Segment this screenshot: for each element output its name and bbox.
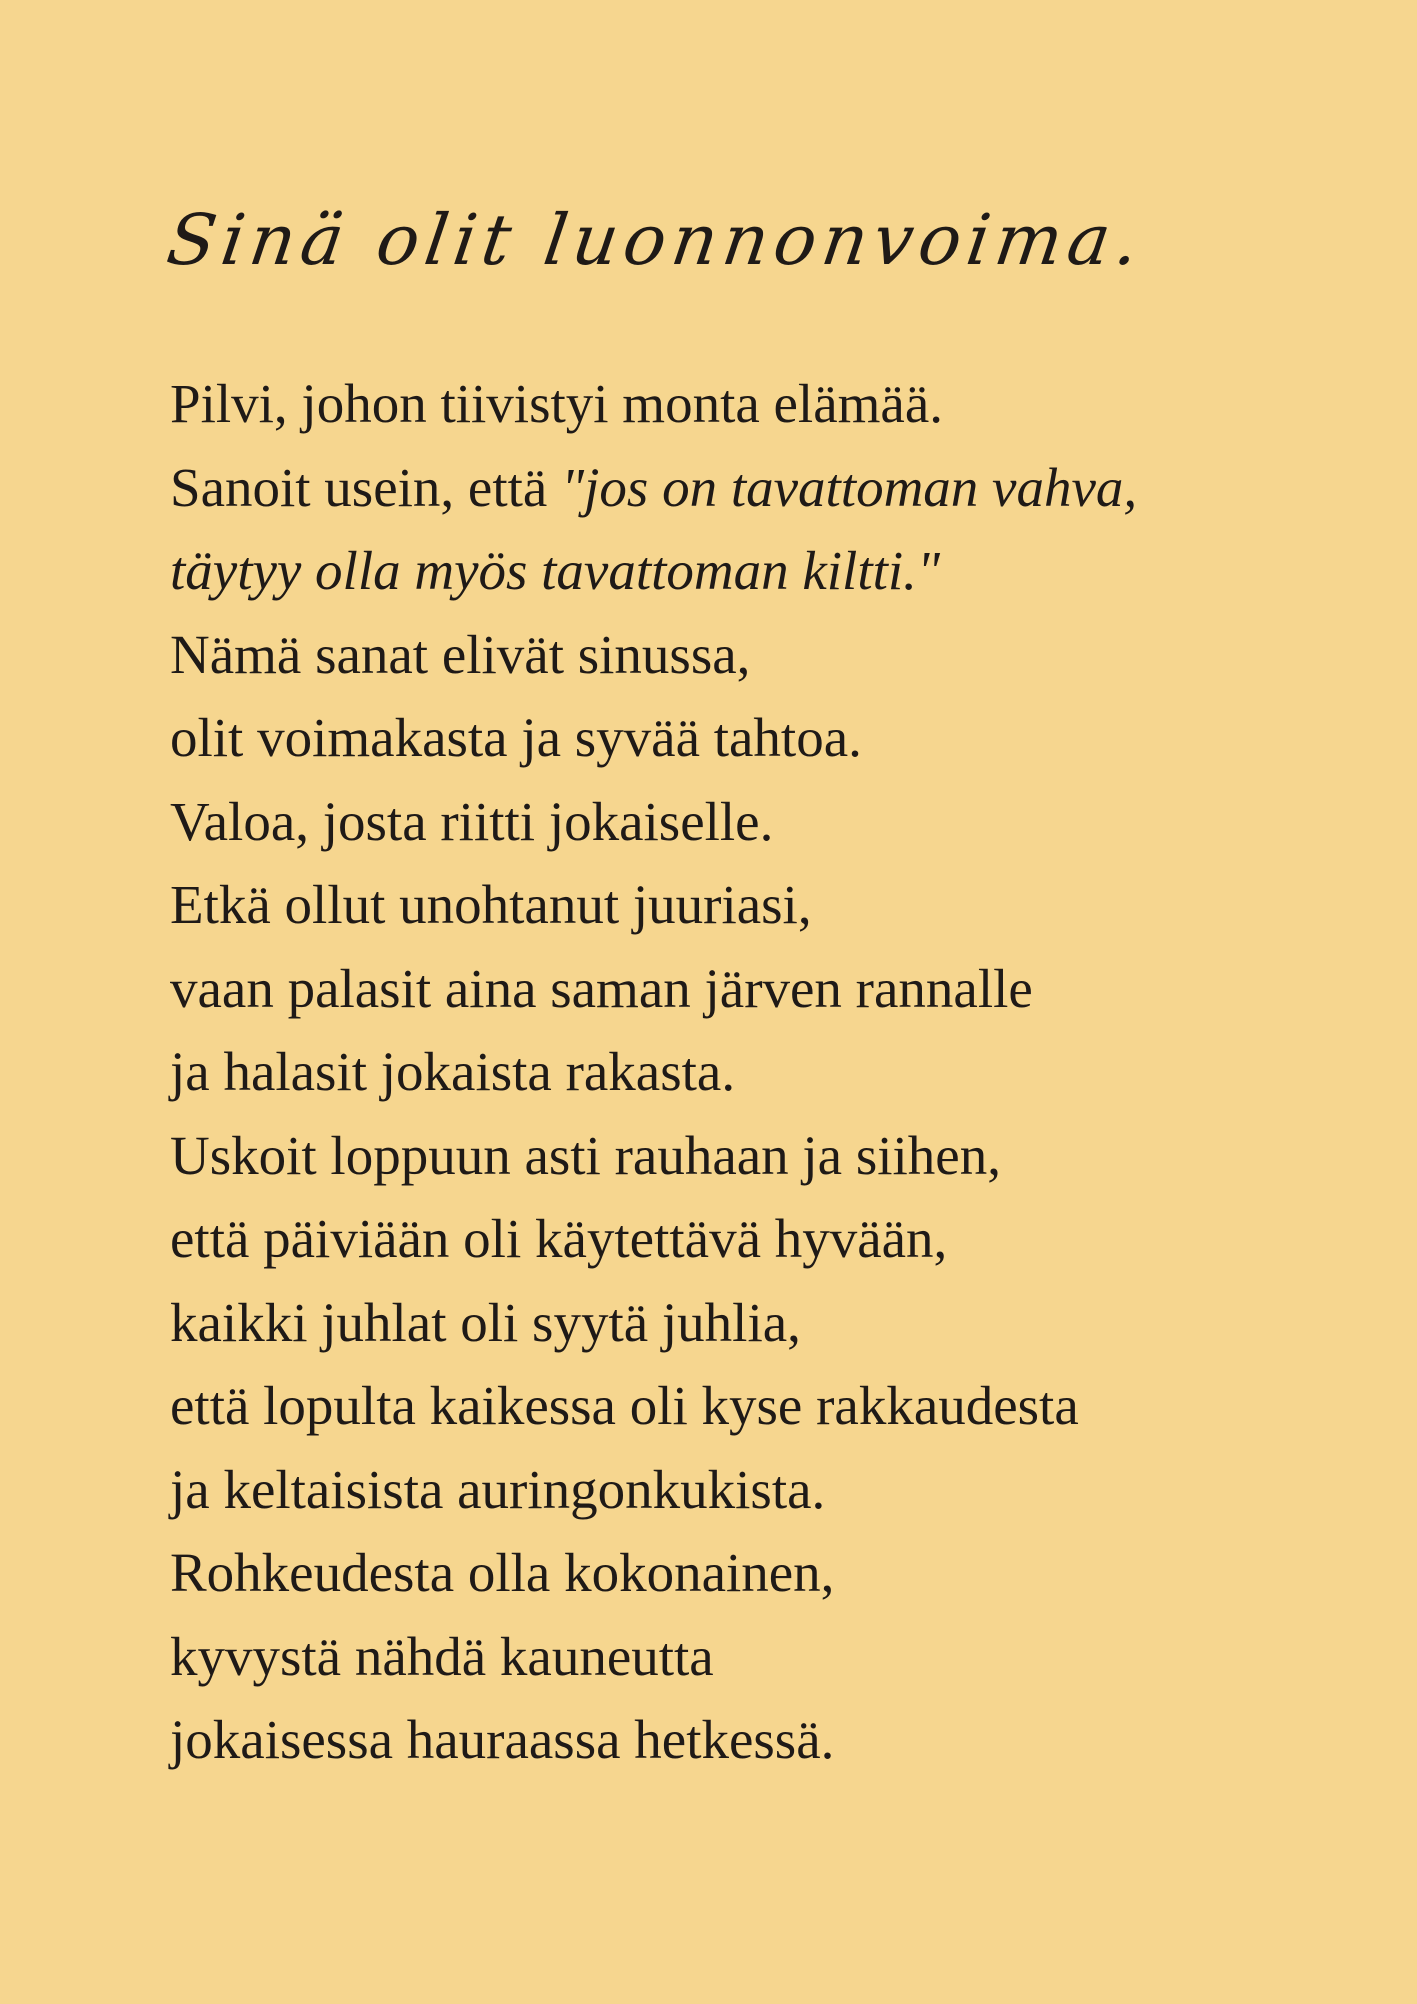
poem-line-text: että lopulta kaikessa oli kyse rakkaudesta [170, 1375, 1079, 1436]
poem-line-text: Valoa, josta riitti jokaiselle. [170, 790, 774, 852]
poem-line-text: Uskoit loppuun asti rauhaan ja siihen, [170, 1124, 1001, 1186]
poem-line [170, 1448, 1350, 1532]
poem-line [170, 780, 1350, 864]
poem-line [170, 446, 1350, 530]
poem-line-text: Nämä sanat elivät sinussa, [170, 623, 751, 685]
poem-line-text: Sanoit usein, että [170, 456, 562, 518]
poem-line-text: että päiviään oli käytettävä hyvään, [170, 1208, 948, 1269]
poem-line [170, 1114, 1350, 1198]
poem-line [170, 1615, 1350, 1699]
poem-line-text: Etkä ollut unohtanut juuriasi, [170, 874, 812, 935]
poem-body [170, 362, 1350, 1782]
poem-line [170, 863, 1350, 947]
poem-line [170, 1698, 1350, 1782]
poem-line-text: Rohkeudesta olla kokonainen, [170, 1542, 835, 1603]
poem-line-text: kyvystä nähdä kauneutta [170, 1625, 714, 1687]
poem-line [170, 1531, 1350, 1615]
poem-line [170, 696, 1350, 780]
poem-line-text: ja keltaisista auringonkukista. [170, 1458, 826, 1520]
poem-line [170, 362, 1350, 446]
poem-title: Sinä olit luonnonvoima. [162, 199, 1150, 281]
poem-line [170, 1281, 1350, 1365]
poem-line [170, 1197, 1350, 1281]
poem-line-text: vaan palasit aina saman järven rannalle [170, 957, 1033, 1019]
poem-line [170, 947, 1350, 1031]
poem-line-text: jokaisessa hauraassa hetkessä. [170, 1709, 835, 1770]
poem-line [170, 1364, 1350, 1448]
poem-line [170, 529, 1350, 613]
poem-line-text: ja halasit jokaista rakasta. [170, 1041, 736, 1102]
poem-line [170, 1030, 1350, 1114]
poem-quote-text: "jos on tavattoman vahva, [561, 456, 1138, 518]
poem-line-text: Pilvi, johon tiivistyi monta elämää. [170, 373, 943, 434]
poem-line-text: kaikki juhlat oli syytä juhlia, [170, 1291, 801, 1353]
poem-quote-text: täytyy olla myös tavattoman kiltti." [170, 540, 941, 601]
poem-line-text: olit voimakasta ja syvää tahtoa. [170, 707, 862, 768]
poem-line [170, 613, 1350, 697]
